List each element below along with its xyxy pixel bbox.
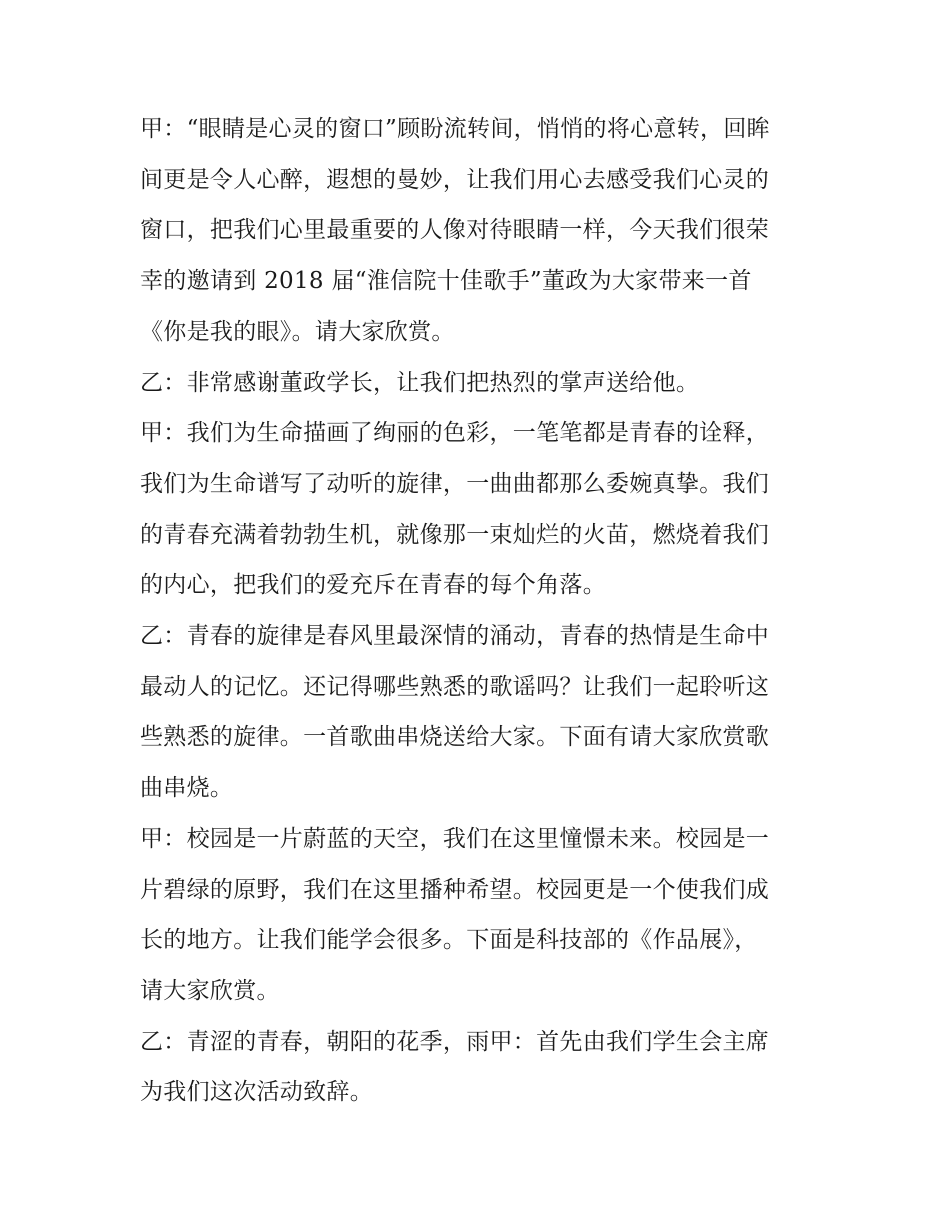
text-line: 我们为生命谱写了动听的旋律，一曲曲都那么委婉真挚。我们 [140, 470, 770, 497]
paragraph-1 [140, 104, 812, 358]
text-line: 长的地方。让我们能学会很多。下面是科技部的《作品展》， [140, 927, 758, 954]
paragraph-5 [140, 814, 812, 1017]
text-line: 些熟悉的旋律。一首歌曲串烧送给大家。下面有请大家欣赏歌 [140, 724, 770, 751]
text-line: 乙：非常感谢董政学长，让我们把热烈的掌声送给他。 [140, 369, 700, 396]
text-line: 的内心，把我们的爱充斥在青春的每个角落。 [140, 572, 606, 599]
paragraph-3 [140, 408, 812, 611]
paragraph-4 [140, 611, 812, 814]
text-line: 最动人的记忆。还记得哪些熟悉的歌谣吗？让我们一起聆听这 [140, 673, 770, 700]
text-line: 乙：青春的旋律是春风里最深情的涌动，青春的热情是生命中 [140, 623, 770, 650]
text-line: 请大家欣赏。 [140, 977, 280, 1004]
text-line: 窗口，把我们心里最重要的人像对待眼睛一样，今天我们很荣 [140, 217, 770, 244]
paragraph-2 [140, 358, 812, 409]
text-line: 的青春充满着勃勃生机，就像那一束灿烂的火苗，燃烧着我们 [140, 521, 770, 548]
text-line: 片碧绿的原野，我们在这里播种希望。校园更是一个使我们成 [140, 876, 770, 903]
text-line: 为我们这次活动致辞。 [140, 1079, 373, 1106]
text-line: 幸的邀请到 2018 届“淮信院十佳歌手”董政为大家带来一首 [140, 268, 752, 295]
text-line: 曲串烧。 [140, 775, 234, 802]
text-line: 间更是令人心醉，遐想的曼妙，让我们用心去感受我们心灵的 [140, 166, 770, 193]
document-body [140, 104, 812, 1118]
text-line: 《你是我的眼》。请大家欣赏。 [140, 318, 455, 345]
text-line: 乙：青涩的青春，朝阳的花季，雨甲：首先由我们学生会主席 [140, 1028, 770, 1055]
text-line: 甲：“眼睛是心灵的窗口”顾盼流转间，悄悄的将心意转，回眸 [140, 116, 770, 142]
paragraph-6 [140, 1017, 812, 1118]
text-line: 甲：我们为生命描画了绚丽的色彩，一笔笔都是青春的诠释， [140, 420, 770, 447]
text-line: 甲：校园是一片蔚蓝的天空，我们在这里憧憬未来。校园是一 [140, 825, 770, 852]
